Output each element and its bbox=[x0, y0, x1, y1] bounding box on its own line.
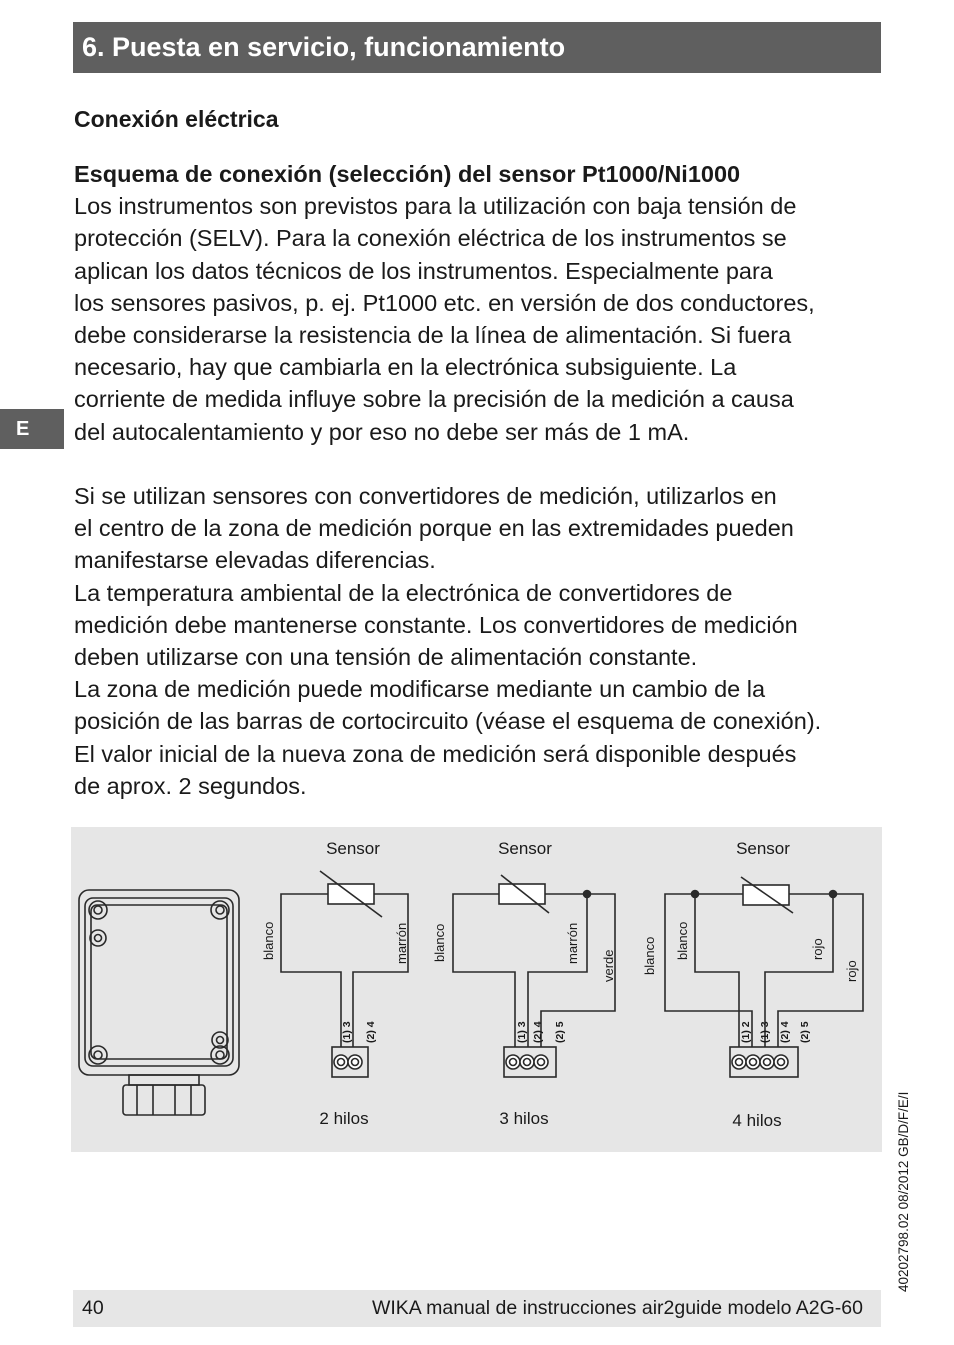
wire-label-4-white-inner: blanco bbox=[675, 921, 690, 960]
terminal-label: (2) 5 bbox=[554, 1021, 566, 1043]
text-line: debe considerarse la resistencia de la línea de alimentación. Si fuera bbox=[74, 322, 792, 349]
terminal-label: (1) 3 bbox=[759, 1021, 771, 1043]
text-line: Si se utilizan sensores con convertidores de medición, utilizarlos en bbox=[74, 483, 777, 510]
wiring-diagram-panel bbox=[71, 827, 882, 1152]
terminal-label: (1) 3 bbox=[341, 1021, 353, 1043]
page-number: 40 bbox=[82, 1297, 104, 1319]
section-header bbox=[73, 22, 881, 73]
text-line: La zona de medición puede modificarse mediante un cambio de la bbox=[74, 676, 766, 703]
text-line: Los instrumentos son previstos para la utilización con baja tensión de bbox=[74, 193, 797, 220]
wiring-diagram bbox=[71, 827, 882, 1152]
wire-label-2-white: blanco bbox=[261, 921, 276, 960]
terminal-label: (1) 2 bbox=[740, 1021, 752, 1043]
language-tab bbox=[0, 409, 64, 449]
text-line: protección (SELV). Para la conexión eléctrica de los instrumentos se bbox=[74, 225, 787, 252]
text-line: aplican los datos técnicos de los instrumentos. Especialmente para bbox=[74, 257, 773, 284]
caption-4-wire: 4 hilos bbox=[732, 1111, 782, 1130]
wire-label-3-white: blanco bbox=[432, 923, 447, 962]
text-line: medición debe mantenerse constante. Los convertidores de medición bbox=[74, 611, 798, 638]
terminal-label: (2) 4 bbox=[532, 1021, 544, 1043]
text-line: corriente de medida influye sobre la precisión de la medición a causa bbox=[74, 386, 794, 413]
three-wire-diagram bbox=[453, 875, 615, 1077]
subheading: Esquema de conexión (selección) del sensor Pt1000/Ni1000 bbox=[74, 161, 741, 187]
page-footer bbox=[73, 1290, 881, 1327]
caption-2-wire: 2 hilos bbox=[319, 1109, 369, 1128]
wire-label-4-red-inner: rojo bbox=[810, 938, 825, 960]
text-line: el centro de la zona de medición porque en las extremidades pueden bbox=[74, 515, 794, 542]
sensor-label-4-wire: Sensor bbox=[736, 839, 790, 858]
section-title: 6. Puesta en servicio, funcionamiento bbox=[82, 32, 566, 62]
wire-label-4-red-outer: rojo bbox=[844, 960, 859, 982]
terminal-label: (2) 4 bbox=[779, 1021, 791, 1043]
text-line: necesario, hay que cambiarla en la electrónica subsiguiente. La bbox=[74, 354, 737, 381]
housing-drawing bbox=[79, 890, 239, 1115]
body-text bbox=[74, 158, 894, 802]
terminal-label: (2) 5 bbox=[799, 1021, 811, 1043]
text-line: La temperatura ambiental de la electrónica de convertidores de bbox=[74, 579, 733, 606]
text-line: manifestarse elevadas diferencias. bbox=[74, 547, 436, 574]
text-line: posición de las barras de cortocircuito (véase el esquema de conexión). bbox=[74, 708, 822, 735]
terminal-label: (2) 4 bbox=[365, 1021, 377, 1043]
paragraph-gap bbox=[74, 448, 894, 480]
footer-title: WIKA manual de instrucciones air2guide modelo A2G-60 bbox=[371, 1297, 863, 1319]
text-line: del autocalentamiento y por eso no debe ser más de 1 mA. bbox=[74, 418, 690, 445]
sensor-label-2-wire: Sensor bbox=[326, 839, 380, 858]
section-heading: Conexión eléctrica bbox=[74, 106, 279, 132]
terminal-label: (1) 3 bbox=[516, 1021, 528, 1043]
two-wire-diagram bbox=[281, 871, 408, 1077]
document-code: 40202798.02 08/2012 GB/D/F/E/I bbox=[896, 1091, 911, 1292]
wire-label-3-brown: marrón bbox=[565, 922, 580, 964]
wire-label-2-brown: marrón bbox=[394, 922, 409, 964]
language-tab-label: E bbox=[16, 418, 30, 440]
wire-label-3-green: verde bbox=[601, 949, 616, 982]
sensor-label-3-wire: Sensor bbox=[498, 839, 552, 858]
text-line: de aprox. 2 segundos. bbox=[74, 772, 307, 799]
four-wire-diagram bbox=[665, 877, 863, 1077]
text-line: deben utilizarse con una tensión de alimentación constante. bbox=[74, 644, 698, 671]
text-line: El valor inicial de la nueva zona de medición será disponible después bbox=[74, 740, 797, 767]
text-line: los sensores pasivos, p. ej. Pt1000 etc. en versión de dos conductores, bbox=[74, 289, 815, 316]
wire-label-4-white-outer: blanco bbox=[642, 936, 657, 975]
caption-3-wire: 3 hilos bbox=[499, 1109, 549, 1128]
